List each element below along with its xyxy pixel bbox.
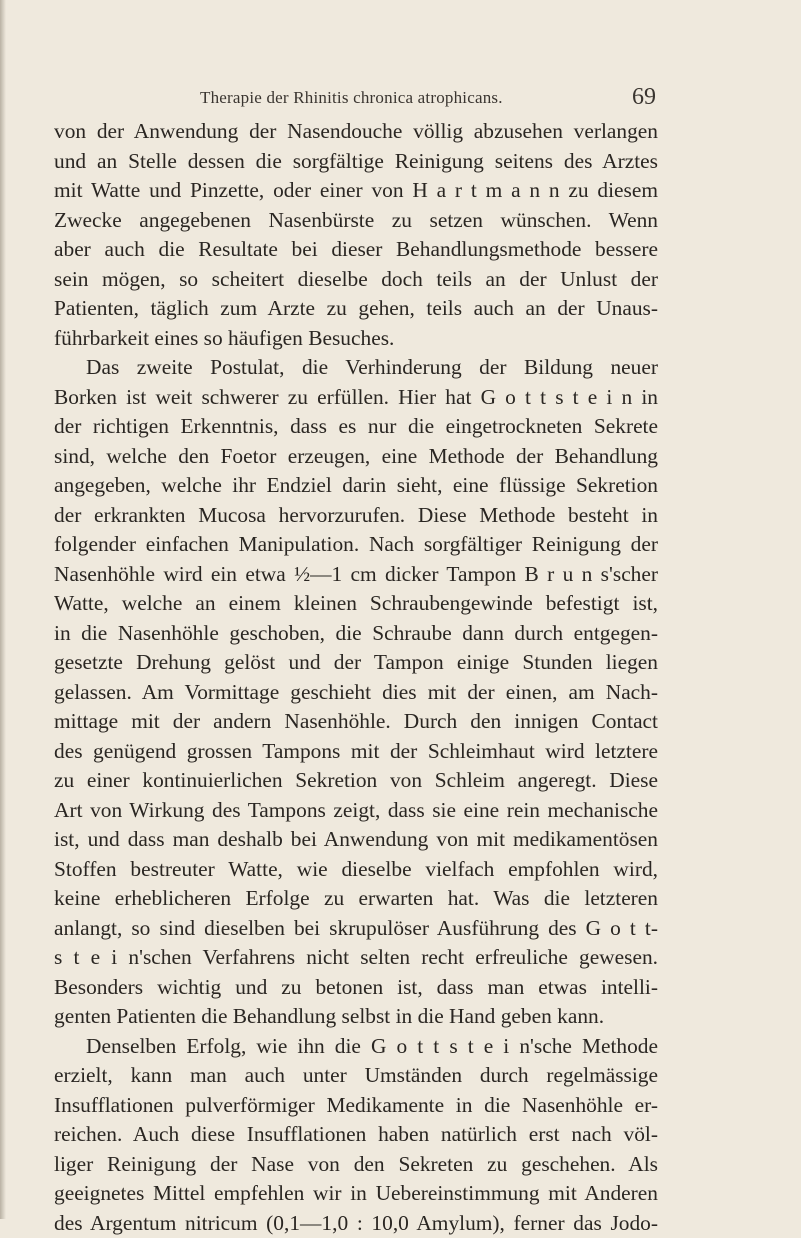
text-line: der erkrankten Mucosa hervorzurufen. Diese Methode besteht in [54, 501, 658, 531]
text-line: Besonders wichtig und zu betonen ist, dass man etwas intelli- [54, 973, 658, 1003]
text-line: keine erheblicheren Erfolge zu erwarten hat. Was die letzteren [54, 884, 658, 914]
text-line: gesetzte Drehung gelöst und der Tampon einige Stunden liegen [54, 648, 658, 678]
text-line: mit Watte und Pinzette, oder einer von H a r t m a n n zu diesem [54, 176, 658, 206]
text-line: anlangt, so sind dieselben bei skrupulöser Ausführung des G o t t- [54, 914, 658, 944]
text-line: s t e i n'schen Verfahrens nicht selten recht erfreuliche gewesen. [54, 943, 658, 973]
text-line: des genügend grossen Tampons mit der Schleimhaut wird letztere [54, 737, 658, 767]
page-number: 69 [632, 84, 656, 111]
text-line: Zwecke angegebenen Nasenbürste zu setzen wünschen. Wenn [54, 206, 658, 236]
text-line: zu einer kontinuierlichen Sekretion von Schleim angeregt. Diese [54, 766, 658, 796]
text-line: mittage mit der andern Nasenhöhle. Durch den innigen Contact [54, 707, 658, 737]
text-line: genten Patienten die Behandlung selbst in die Hand geben kann. [54, 1002, 658, 1032]
text-line: und an Stelle dessen die sorgfältige Reinigung seitens des Arztes [54, 147, 658, 177]
text-line: geeignetes Mittel empfehlen wir in Uebereinstimmung mit Anderen [54, 1179, 658, 1209]
page-edge [0, 0, 6, 1219]
text-line: Art von Wirkung des Tampons zeigt, dass sie eine rein mechanische [54, 796, 658, 826]
text-line: Nasenhöhle wird ein etwa ½—1 cm dicker Tampon B r u n s'scher [54, 560, 658, 590]
running-head: Therapie der Rhinitis chronica atrophicans. [200, 88, 503, 108]
text-line: sind, welche den Foetor erzeugen, eine Methode der Behandlung [54, 442, 658, 472]
text-line: aber auch die Resultate bei dieser Behandlungsmethode bessere [54, 235, 658, 265]
text-line: liger Reinigung der Nase von den Sekreten zu geschehen. Als [54, 1150, 658, 1180]
text-line: von der Anwendung der Nasendouche völlig abzusehen verlangen [54, 117, 658, 147]
body-text [54, 117, 658, 1238]
text-line: sein mögen, so scheitert dieselbe doch teils an der Unlust der [54, 265, 658, 295]
text-line: ist, und dass man deshalb bei Anwendung von mit medikamentösen [54, 825, 658, 855]
text-line: gelassen. Am Vormittage geschieht dies mit der einen, am Nach- [54, 678, 658, 708]
text-line: erzielt, kann man auch unter Umständen durch regelmässige [54, 1061, 658, 1091]
text-line: reichen. Auch diese Insufflationen haben natürlich erst nach völ- [54, 1120, 658, 1150]
text-line: führbarkeit eines so häufigen Besuches. [54, 324, 658, 354]
text-line: angegeben, welche ihr Endziel darin sieht, eine flüssige Sekretion [54, 471, 658, 501]
text-line: in die Nasenhöhle geschoben, die Schraube dann durch entgegen- [54, 619, 658, 649]
text-line: Stoffen bestreuter Watte, wie dieselbe vielfach empfohlen wird, [54, 855, 658, 885]
text-line: Denselben Erfolg, wie ihn die G o t t s t e i n'sche Methode [54, 1032, 658, 1062]
text-line: der richtigen Erkenntnis, dass es nur die eingetrockneten Sekrete [54, 412, 658, 442]
text-line: Watte, welche an einem kleinen Schraubengewinde befestigt ist, [54, 589, 658, 619]
text-line: Das zweite Postulat, die Verhinderung der Bildung neuer [54, 353, 658, 383]
text-line: des Argentum nitricum (0,1—1,0 : 10,0 Amylum), ferner das Jodo- [54, 1209, 658, 1238]
page-header [200, 84, 656, 114]
text-line: folgender einfachen Manipulation. Nach sorgfältiger Reinigung der [54, 530, 658, 560]
text-line: Patienten, täglich zum Arzte zu gehen, teils auch an der Unaus- [54, 294, 658, 324]
text-line: Borken ist weit schwerer zu erfüllen. Hier hat G o t t s t e i n in [54, 383, 658, 413]
text-line: Insufflationen pulverförmiger Medikamente in die Nasenhöhle er- [54, 1091, 658, 1121]
